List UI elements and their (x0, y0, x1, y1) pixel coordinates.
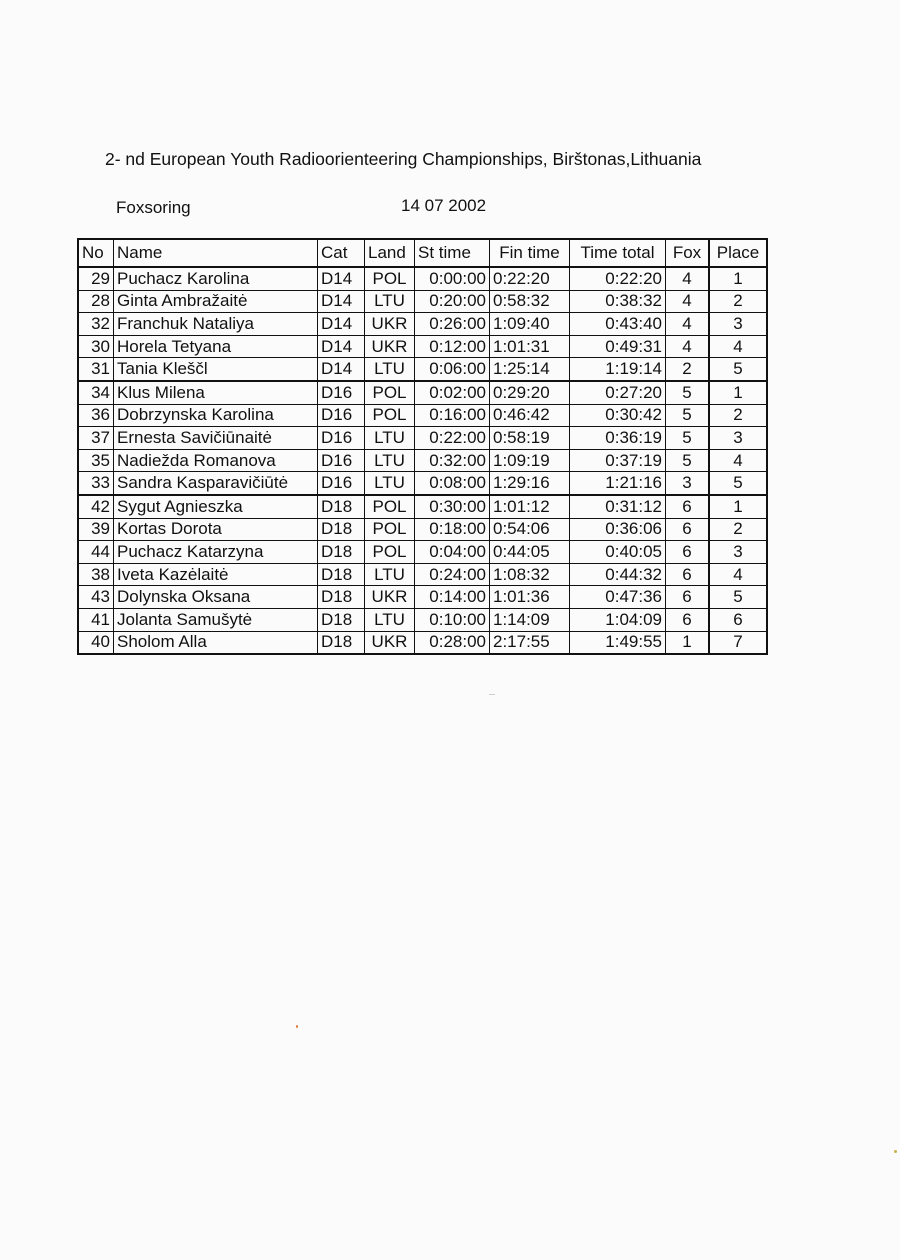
cell-fox: 6 (666, 563, 710, 586)
cell-cat: D14 (318, 290, 365, 313)
cell-name: Ernesta Savičiūnaitė (114, 427, 318, 450)
cell-land: POL (365, 518, 415, 541)
cell-st-time: 0:24:00 (415, 563, 490, 586)
cell-place: 6 (709, 608, 767, 631)
cell-time-total: 0:38:32 (570, 290, 666, 313)
table-row (78, 541, 767, 564)
column-header-fin-time: Fin time (490, 239, 570, 267)
cell-fin-time: 1:01:12 (490, 495, 570, 518)
cell-time-total: 1:04:09 (570, 608, 666, 631)
cell-place: 7 (709, 631, 767, 654)
cell-land: UKR (365, 631, 415, 654)
cell-place: 3 (709, 313, 767, 336)
cell-st-time: 0:12:00 (415, 335, 490, 358)
cell-cat: D18 (318, 586, 365, 609)
cell-no: 38 (78, 563, 114, 586)
cell-fin-time: 0:44:05 (490, 541, 570, 564)
cell-cat: D14 (318, 313, 365, 336)
cell-time-total: 1:49:55 (570, 631, 666, 654)
cell-fin-time: 1:01:36 (490, 586, 570, 609)
results-body (78, 267, 767, 654)
cell-name: Puchacz Karolina (114, 267, 318, 290)
cell-fin-time: 1:09:40 (490, 313, 570, 336)
cell-land: LTU (365, 427, 415, 450)
cell-fox: 1 (666, 631, 710, 654)
table-row (78, 381, 767, 404)
cell-fin-time: 2:17:55 (490, 631, 570, 654)
cell-fox: 5 (666, 427, 710, 450)
cell-st-time: 0:14:00 (415, 586, 490, 609)
cell-cat: D14 (318, 358, 365, 381)
cell-fin-time: 0:58:19 (490, 427, 570, 450)
cell-place: 4 (709, 335, 767, 358)
cell-time-total: 0:27:20 (570, 381, 666, 404)
cell-fin-time: 0:46:42 (490, 404, 570, 427)
table-row (78, 631, 767, 654)
cell-land: UKR (365, 335, 415, 358)
cell-st-time: 0:26:00 (415, 313, 490, 336)
cell-st-time: 0:02:00 (415, 381, 490, 404)
cell-name: Dolynska Oksana (114, 586, 318, 609)
cell-place: 3 (709, 427, 767, 450)
column-header-cat: Cat (318, 239, 365, 267)
cell-fox: 4 (666, 267, 710, 290)
cell-no: 40 (78, 631, 114, 654)
cell-no: 31 (78, 358, 114, 381)
table-row (78, 608, 767, 631)
scan-speck (894, 1150, 897, 1153)
cell-cat: D18 (318, 563, 365, 586)
cell-fox: 6 (666, 495, 710, 518)
table-row (78, 313, 767, 336)
cell-fin-time: 1:01:31 (490, 335, 570, 358)
cell-land: POL (365, 541, 415, 564)
cell-st-time: 0:28:00 (415, 631, 490, 654)
column-header-fox: Fox (666, 239, 710, 267)
cell-fin-time: 0:54:06 (490, 518, 570, 541)
cell-fin-time: 1:29:16 (490, 472, 570, 495)
column-header-place: Place (709, 239, 767, 267)
cell-place: 1 (709, 381, 767, 404)
table-row (78, 267, 767, 290)
cell-no: 30 (78, 335, 114, 358)
table-row (78, 472, 767, 495)
cell-time-total: 1:19:14 (570, 358, 666, 381)
cell-st-time: 0:16:00 (415, 404, 490, 427)
cell-cat: D18 (318, 608, 365, 631)
cell-name: Sandra Kasparavičiūtė (114, 472, 318, 495)
cell-name: Dobrzynska Karolina (114, 404, 318, 427)
cell-time-total: 0:31:12 (570, 495, 666, 518)
cell-fin-time: 0:22:20 (490, 267, 570, 290)
cell-place: 2 (709, 404, 767, 427)
table-row (78, 404, 767, 427)
cell-name: Horela Tetyana (114, 335, 318, 358)
cell-name: Tania Kleščl (114, 358, 318, 381)
table-row (78, 427, 767, 450)
cell-fin-time: 0:58:32 (490, 290, 570, 313)
cell-name: Kortas Dorota (114, 518, 318, 541)
cell-cat: D16 (318, 381, 365, 404)
cell-time-total: 0:40:05 (570, 541, 666, 564)
cell-cat: D18 (318, 631, 365, 654)
cell-place: 5 (709, 472, 767, 495)
cell-st-time: 0:32:00 (415, 449, 490, 472)
cell-st-time: 0:30:00 (415, 495, 490, 518)
cell-time-total: 1:21:16 (570, 472, 666, 495)
cell-cat: D16 (318, 472, 365, 495)
table-row (78, 358, 767, 381)
cell-place: 2 (709, 290, 767, 313)
cell-time-total: 0:22:20 (570, 267, 666, 290)
results-table (77, 238, 768, 655)
table-row (78, 586, 767, 609)
table-row (78, 495, 767, 518)
page-title: 2- nd European Youth Radioorienteering Championships, Birštonas,Lithuania (105, 149, 702, 169)
cell-time-total: 0:44:32 (570, 563, 666, 586)
cell-fox: 6 (666, 518, 710, 541)
cell-name: Franchuk Nataliya (114, 313, 318, 336)
cell-fox: 4 (666, 313, 710, 336)
cell-cat: D14 (318, 267, 365, 290)
cell-no: 28 (78, 290, 114, 313)
cell-no: 42 (78, 495, 114, 518)
cell-place: 1 (709, 267, 767, 290)
cell-st-time: 0:10:00 (415, 608, 490, 631)
cell-cat: D16 (318, 449, 365, 472)
cell-cat: D16 (318, 427, 365, 450)
cell-no: 29 (78, 267, 114, 290)
cell-time-total: 0:37:19 (570, 449, 666, 472)
cell-land: LTU (365, 449, 415, 472)
event-date: 14 07 2002 (401, 196, 487, 215)
cell-st-time: 0:04:00 (415, 541, 490, 564)
cell-fox: 2 (666, 358, 710, 381)
cell-no: 41 (78, 608, 114, 631)
cell-time-total: 0:47:36 (570, 586, 666, 609)
cell-time-total: 0:43:40 (570, 313, 666, 336)
column-header-land: Land (365, 239, 415, 267)
cell-no: 43 (78, 586, 114, 609)
cell-land: UKR (365, 313, 415, 336)
cell-st-time: 0:22:00 (415, 427, 490, 450)
cell-land: LTU (365, 563, 415, 586)
cell-name: Puchacz Katarzyna (114, 541, 318, 564)
cell-st-time: 0:00:00 (415, 267, 490, 290)
cell-fox: 4 (666, 335, 710, 358)
cell-fin-time: 1:09:19 (490, 449, 570, 472)
cell-name: Jolanta Samušytė (114, 608, 318, 631)
cell-name: Nadiežda Romanova (114, 449, 318, 472)
cell-cat: D16 (318, 404, 365, 427)
cell-place: 4 (709, 449, 767, 472)
table-row (78, 290, 767, 313)
cell-no: 33 (78, 472, 114, 495)
cell-land: LTU (365, 472, 415, 495)
cell-st-time: 0:08:00 (415, 472, 490, 495)
cell-land: UKR (365, 586, 415, 609)
column-header-st-time: St time (415, 239, 490, 267)
cell-land: POL (365, 381, 415, 404)
cell-land: POL (365, 495, 415, 518)
cell-name: Iveta Kazėlaitė (114, 563, 318, 586)
cell-cat: D14 (318, 335, 365, 358)
scan-speck (489, 694, 495, 695)
table-row (78, 518, 767, 541)
cell-cat: D18 (318, 495, 365, 518)
cell-place: 5 (709, 586, 767, 609)
cell-fin-time: 1:08:32 (490, 563, 570, 586)
cell-land: LTU (365, 290, 415, 313)
cell-time-total: 0:49:31 (570, 335, 666, 358)
column-header-name: Name (114, 239, 318, 267)
cell-cat: D18 (318, 541, 365, 564)
column-header-time-total: Time total (570, 239, 666, 267)
cell-st-time: 0:20:00 (415, 290, 490, 313)
cell-fox: 3 (666, 472, 710, 495)
cell-time-total: 0:36:19 (570, 427, 666, 450)
cell-fox: 5 (666, 449, 710, 472)
cell-place: 2 (709, 518, 767, 541)
cell-land: LTU (365, 608, 415, 631)
cell-place: 1 (709, 495, 767, 518)
cell-place: 5 (709, 358, 767, 381)
table-row (78, 563, 767, 586)
cell-st-time: 0:06:00 (415, 358, 490, 381)
cell-place: 4 (709, 563, 767, 586)
cell-name: Sholom Alla (114, 631, 318, 654)
cell-land: POL (365, 267, 415, 290)
cell-fin-time: 1:25:14 (490, 358, 570, 381)
cell-fin-time: 0:29:20 (490, 381, 570, 404)
cell-cat: D18 (318, 518, 365, 541)
cell-fox: 4 (666, 290, 710, 313)
cell-no: 44 (78, 541, 114, 564)
table-row (78, 449, 767, 472)
cell-fin-time: 1:14:09 (490, 608, 570, 631)
column-header-no: No (78, 239, 114, 267)
cell-no: 37 (78, 427, 114, 450)
cell-fox: 5 (666, 404, 710, 427)
cell-place: 3 (709, 541, 767, 564)
cell-name: Klus Milena (114, 381, 318, 404)
cell-land: POL (365, 404, 415, 427)
cell-fox: 6 (666, 541, 710, 564)
cell-fox: 6 (666, 608, 710, 631)
cell-fox: 6 (666, 586, 710, 609)
cell-land: LTU (365, 358, 415, 381)
table-header-row (78, 239, 767, 267)
cell-no: 32 (78, 313, 114, 336)
cell-no: 36 (78, 404, 114, 427)
cell-st-time: 0:18:00 (415, 518, 490, 541)
cell-time-total: 0:30:42 (570, 404, 666, 427)
table-row (78, 335, 767, 358)
cell-time-total: 0:36:06 (570, 518, 666, 541)
event-name: Foxsoring (116, 198, 191, 217)
cell-no: 35 (78, 449, 114, 472)
cell-name: Sygut Agnieszka (114, 495, 318, 518)
cell-no: 34 (78, 381, 114, 404)
scan-speck (296, 1025, 298, 1028)
cell-no: 39 (78, 518, 114, 541)
cell-name: Ginta Ambražaitė (114, 290, 318, 313)
cell-fox: 5 (666, 381, 710, 404)
